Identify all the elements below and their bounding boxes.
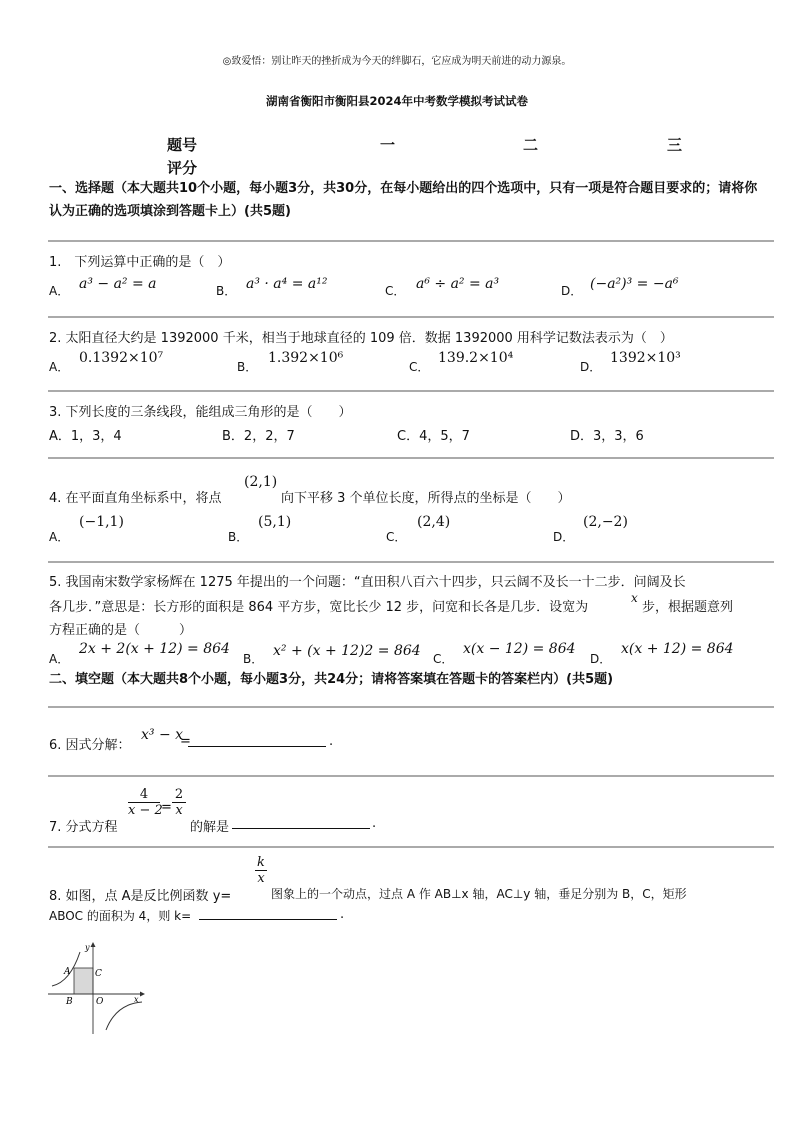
motto: ◎致爱悟：别让昨天的挫折成为今天的绊脚石，它应成为明天前进的动力源泉。 xyxy=(222,56,572,67)
q4-point: (2,1) xyxy=(244,474,278,490)
q7-fraction-right-denominator: x xyxy=(175,803,183,818)
q7-equals: = xyxy=(161,800,172,815)
q6-expression: x³ − x xyxy=(141,727,184,743)
q4-option-d: (2,−2) xyxy=(583,514,628,530)
q5-option-a: 2x + 2(x + 12) = 864 xyxy=(79,641,230,657)
q4-option-b-label: B． xyxy=(228,530,249,544)
q4-option-b: (5,1) xyxy=(258,514,292,530)
q2-option-b: 1.392×10⁶ xyxy=(268,350,344,366)
question-5-line-1: 5. 我国南宋数学家杨辉在 1275 年提出的一个问题：“直田积八百六十四步，只云阔不及长一十二步．问阔及长 xyxy=(49,575,686,590)
divider xyxy=(48,457,774,459)
exam-title: 湖南省衡阳市衡阳县2024年中考数学模拟考试试卷 xyxy=(265,94,528,108)
figure-label-o: O xyxy=(96,997,104,1007)
q2-option-d: 1392×10³ xyxy=(610,350,681,366)
q3-option-c: C．4，5，7 xyxy=(397,429,470,444)
q6-end: . xyxy=(329,734,334,749)
q5-option-c-label: C． xyxy=(433,652,454,666)
x-axis-arrow xyxy=(140,992,145,997)
q2-option-b-label: B． xyxy=(237,360,258,374)
q1-option-b-label: B． xyxy=(216,284,237,298)
figure-label-b: B xyxy=(66,997,73,1007)
q7-answer-blank[interactable] xyxy=(232,815,370,829)
q6-equals: = xyxy=(180,734,191,749)
q1-option-d: (−a²)³ = −a⁶ xyxy=(590,276,679,292)
question-8-stem-cont: 图象上的一个动点，过点 A 作 AB⊥x 轴，AC⊥y 轴，垂足分别为 B，C，矩形 xyxy=(271,887,687,901)
q4-option-c-label: C． xyxy=(386,530,407,544)
q5-option-d: x(x + 12) = 864 xyxy=(621,641,734,657)
q7-fraction-right-numerator: 2 xyxy=(172,787,186,803)
section-1-heading: 一、选择题（本大题共10个小题，每小题3分，共30分，在每小题给出的四个选项中，只有一项是符合题目要求的；请将你认为正确的选项填涂到答题卡上）(共5题) xyxy=(49,181,758,219)
q1-option-b: a³ · a⁴ = a¹² xyxy=(246,276,328,292)
q7-fraction-left-denominator: x − 2 xyxy=(128,803,163,818)
question-5-line-2-end: 步，根据题意列 xyxy=(642,600,734,615)
divider xyxy=(48,706,774,708)
q5-option-d-label: D． xyxy=(590,652,612,666)
divider xyxy=(48,775,774,777)
rectangle-aboc xyxy=(74,968,93,994)
hyperbola-branch-right xyxy=(106,1002,142,1030)
question-8-stem: 8. 如图，点 A是反比例函数 y= xyxy=(49,889,232,904)
q2-option-a: 0.1392×10⁷ xyxy=(79,350,164,366)
q5-option-b-label: B． xyxy=(243,652,264,666)
q5-option-b: x² + (x + 12)2 = 864 xyxy=(273,643,421,659)
question-8-line-2: ABOC 的面积为 4，则 k= xyxy=(49,909,192,923)
q3-option-b: B．2，2，7 xyxy=(222,429,295,444)
figure-label-y: y xyxy=(85,943,90,952)
divider xyxy=(48,390,774,392)
q3-option-d: D．3，3，6 xyxy=(570,429,644,444)
y-axis-arrow xyxy=(91,942,96,947)
q3-option-a: A．1，3，4 xyxy=(49,429,122,444)
question-7-stem: 7. 分式方程 xyxy=(49,820,118,835)
q1-option-d-label: D． xyxy=(561,284,583,298)
q8-fraction xyxy=(255,855,267,886)
q1-option-c-label: C． xyxy=(385,284,406,298)
question-5-line-3: 方程正确的是（ ） xyxy=(49,623,193,638)
q5-variable: x xyxy=(631,591,638,605)
q7-stem-mid: 的解是 xyxy=(190,820,230,835)
q2-option-c: 139.2×10⁴ xyxy=(438,350,514,366)
q8-fraction-denominator: x xyxy=(257,871,265,886)
figure-label-x: x xyxy=(134,995,139,1004)
score-header-label: 题号 xyxy=(167,136,198,154)
q1-option-a-label: A． xyxy=(49,284,70,298)
q8-fraction-numerator: k xyxy=(255,855,267,871)
question-6-stem: 6. 因式分解： xyxy=(49,738,131,753)
q1-option-a: a³ − a² = a xyxy=(79,276,157,292)
question-4-stem-end: 向下平移 3 个单位长度，所得点的坐标是（ ） xyxy=(281,491,571,506)
divider xyxy=(48,316,774,318)
question-5-line-2: 各几步．”意思是：长方形的面积是 864 平方步，宽比长少 12 步，问宽和长各是几步．设宽为 xyxy=(49,600,589,615)
divider xyxy=(48,561,774,563)
score-col-3: 三 xyxy=(667,136,683,154)
q5-option-c: x(x − 12) = 864 xyxy=(463,641,576,657)
q2-option-d-label: D． xyxy=(580,360,602,374)
q7-fraction-left xyxy=(128,787,163,818)
question-2-stem: 2. 太阳直径大约是 1392000 千米，相当于地球直径的 109 倍．数据 1392000 用科学记数法表示为（ ） xyxy=(49,331,673,346)
hyperbola-figure xyxy=(44,938,148,1038)
figure-label-c: C xyxy=(95,969,102,979)
divider xyxy=(48,846,774,848)
q2-option-a-label: A． xyxy=(49,360,70,374)
section-2-heading: 二、填空题（本大题共8个小题，每小题3分，共24分；请将答案填在答题卡的答案栏内）(共5题) xyxy=(49,672,614,687)
q1-option-c: a⁶ ÷ a² = a³ xyxy=(416,276,500,292)
q4-option-a: (−1,1) xyxy=(79,514,124,530)
q2-option-c-label: C． xyxy=(409,360,430,374)
score-row-label: 评分 xyxy=(167,159,198,177)
q7-fraction-right xyxy=(172,787,186,818)
q4-option-a-label: A． xyxy=(49,530,70,544)
score-col-1: 一 xyxy=(380,136,396,154)
q7-fraction-left-numerator: 4 xyxy=(128,787,160,803)
divider xyxy=(48,240,774,242)
q5-option-a-label: A． xyxy=(49,652,70,666)
figure-label-a: A xyxy=(64,967,71,977)
question-3-stem: 3. 下列长度的三条线段，能组成三角形的是（ ） xyxy=(49,405,352,420)
q4-option-d-label: D． xyxy=(553,530,575,544)
q4-option-c: (2,4) xyxy=(417,514,451,530)
question-1-stem: 1. 下列运算中正确的是（ ） xyxy=(49,255,231,270)
question-4-stem-start: 4. 在平面直角坐标系中，将点 xyxy=(49,491,222,506)
q8-answer-blank[interactable] xyxy=(199,906,337,920)
q8-end-period: . xyxy=(340,907,345,922)
q7-end: . xyxy=(372,816,377,831)
q6-answer-blank[interactable] xyxy=(188,733,326,747)
score-col-2: 二 xyxy=(523,136,539,154)
